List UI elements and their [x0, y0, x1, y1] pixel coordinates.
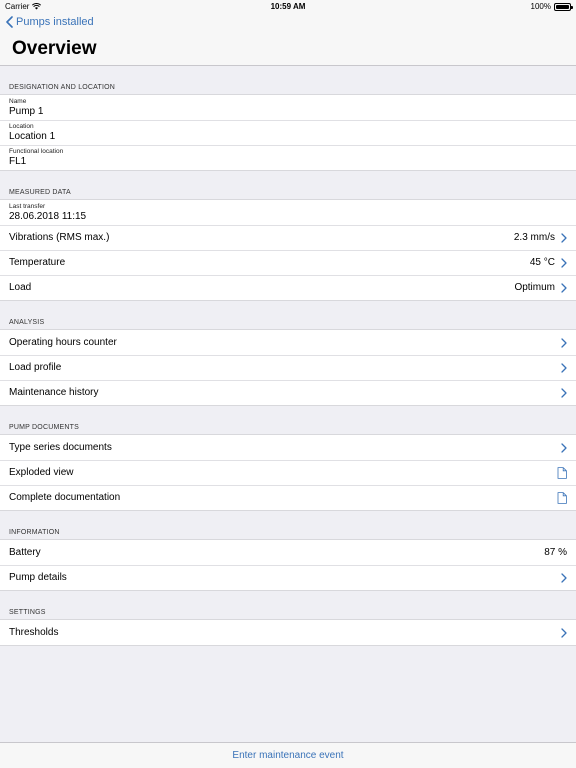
document-icon [557, 467, 567, 479]
functional-location-value: FL1 [9, 156, 27, 167]
overview-list [0, 66, 576, 646]
name-row [0, 95, 576, 120]
vibrations-row[interactable] [0, 225, 576, 250]
load-profile-label: Load profile [9, 362, 62, 373]
battery-row [0, 540, 576, 565]
chevron-right-icon [561, 233, 567, 243]
chevron-right-icon [561, 573, 567, 583]
bottom-toolbar [0, 742, 576, 768]
load-profile-row[interactable] [0, 355, 576, 380]
location-label: Location [9, 123, 34, 130]
functional-location-row [0, 145, 576, 170]
type-series-documents-label: Type series documents [9, 442, 112, 453]
navigation-bar [0, 12, 576, 66]
thresholds-label: Thresholds [9, 627, 59, 638]
type-series-documents-row[interactable] [0, 435, 576, 460]
section-header-designation: DESIGNATION AND LOCATION [9, 84, 116, 91]
status-time: 10:59 AM [270, 2, 306, 11]
analysis-group [0, 329, 576, 406]
chevron-right-icon [561, 338, 567, 348]
functional-location-label: Functional location [9, 148, 64, 155]
settings-group [0, 619, 576, 646]
last-transfer-row [0, 200, 576, 225]
maintenance-history-row[interactable] [0, 380, 576, 405]
back-button-label: Pumps installed [16, 16, 94, 28]
last-transfer-label: Last transfer [9, 203, 46, 210]
location-row [0, 120, 576, 145]
section-header-measured-data: MEASURED DATA [9, 189, 71, 196]
chevron-right-icon [561, 363, 567, 373]
battery-indicator [531, 2, 571, 11]
chevron-right-icon [561, 283, 567, 293]
measured-data-group [0, 199, 576, 301]
temperature-row[interactable] [0, 250, 576, 275]
operating-hours-row[interactable] [0, 330, 576, 355]
chevron-right-icon [561, 258, 567, 268]
carrier-label: Carrier [5, 2, 30, 11]
name-label: Name [9, 98, 27, 105]
load-row[interactable] [0, 275, 576, 300]
chevron-left-icon [6, 16, 13, 28]
page-title: Overview [12, 38, 97, 59]
vibrations-label: Vibrations (RMS max.) [9, 232, 110, 243]
maintenance-history-label: Maintenance history [9, 387, 99, 398]
temperature-label: Temperature [9, 257, 66, 268]
designation-group [0, 94, 576, 171]
information-group [0, 539, 576, 591]
thresholds-row[interactable] [0, 620, 576, 645]
pump-details-row[interactable] [0, 565, 576, 590]
complete-documentation-label: Complete documentation [9, 492, 121, 503]
section-header-analysis: ANALYSIS [9, 319, 45, 326]
battery-value: 87 % [544, 547, 567, 558]
temperature-value: 45 °C [529, 257, 555, 268]
battery-percent: 100% [530, 2, 551, 11]
section-header-settings: SETTINGS [9, 609, 46, 616]
load-value: Optimum [514, 282, 555, 293]
name-value: Pump 1 [9, 106, 44, 117]
chevron-right-icon [561, 388, 567, 398]
chevron-right-icon [561, 628, 567, 638]
vibrations-value: 2.3 mm/s [513, 232, 555, 243]
section-header-pump-documents: PUMP DOCUMENTS [9, 424, 79, 431]
operating-hours-label: Operating hours counter [9, 337, 117, 348]
exploded-view-row[interactable] [0, 460, 576, 485]
document-icon [557, 492, 567, 504]
last-transfer-value: 28.06.2018 11:15 [9, 211, 87, 222]
battery-icon [554, 3, 571, 11]
complete-documentation-row[interactable] [0, 485, 576, 510]
enter-maintenance-event-button[interactable]: Enter maintenance event [232, 750, 344, 761]
chevron-right-icon [561, 443, 567, 453]
back-button[interactable] [6, 16, 94, 28]
load-label: Load [9, 282, 32, 293]
location-value: Location 1 [9, 131, 56, 142]
battery-label: Battery [9, 547, 41, 558]
pump-details-label: Pump details [9, 572, 67, 583]
exploded-view-label: Exploded view [9, 467, 74, 478]
status-bar [0, 0, 576, 12]
section-header-information: INFORMATION [9, 529, 60, 536]
pump-documents-group [0, 434, 576, 511]
